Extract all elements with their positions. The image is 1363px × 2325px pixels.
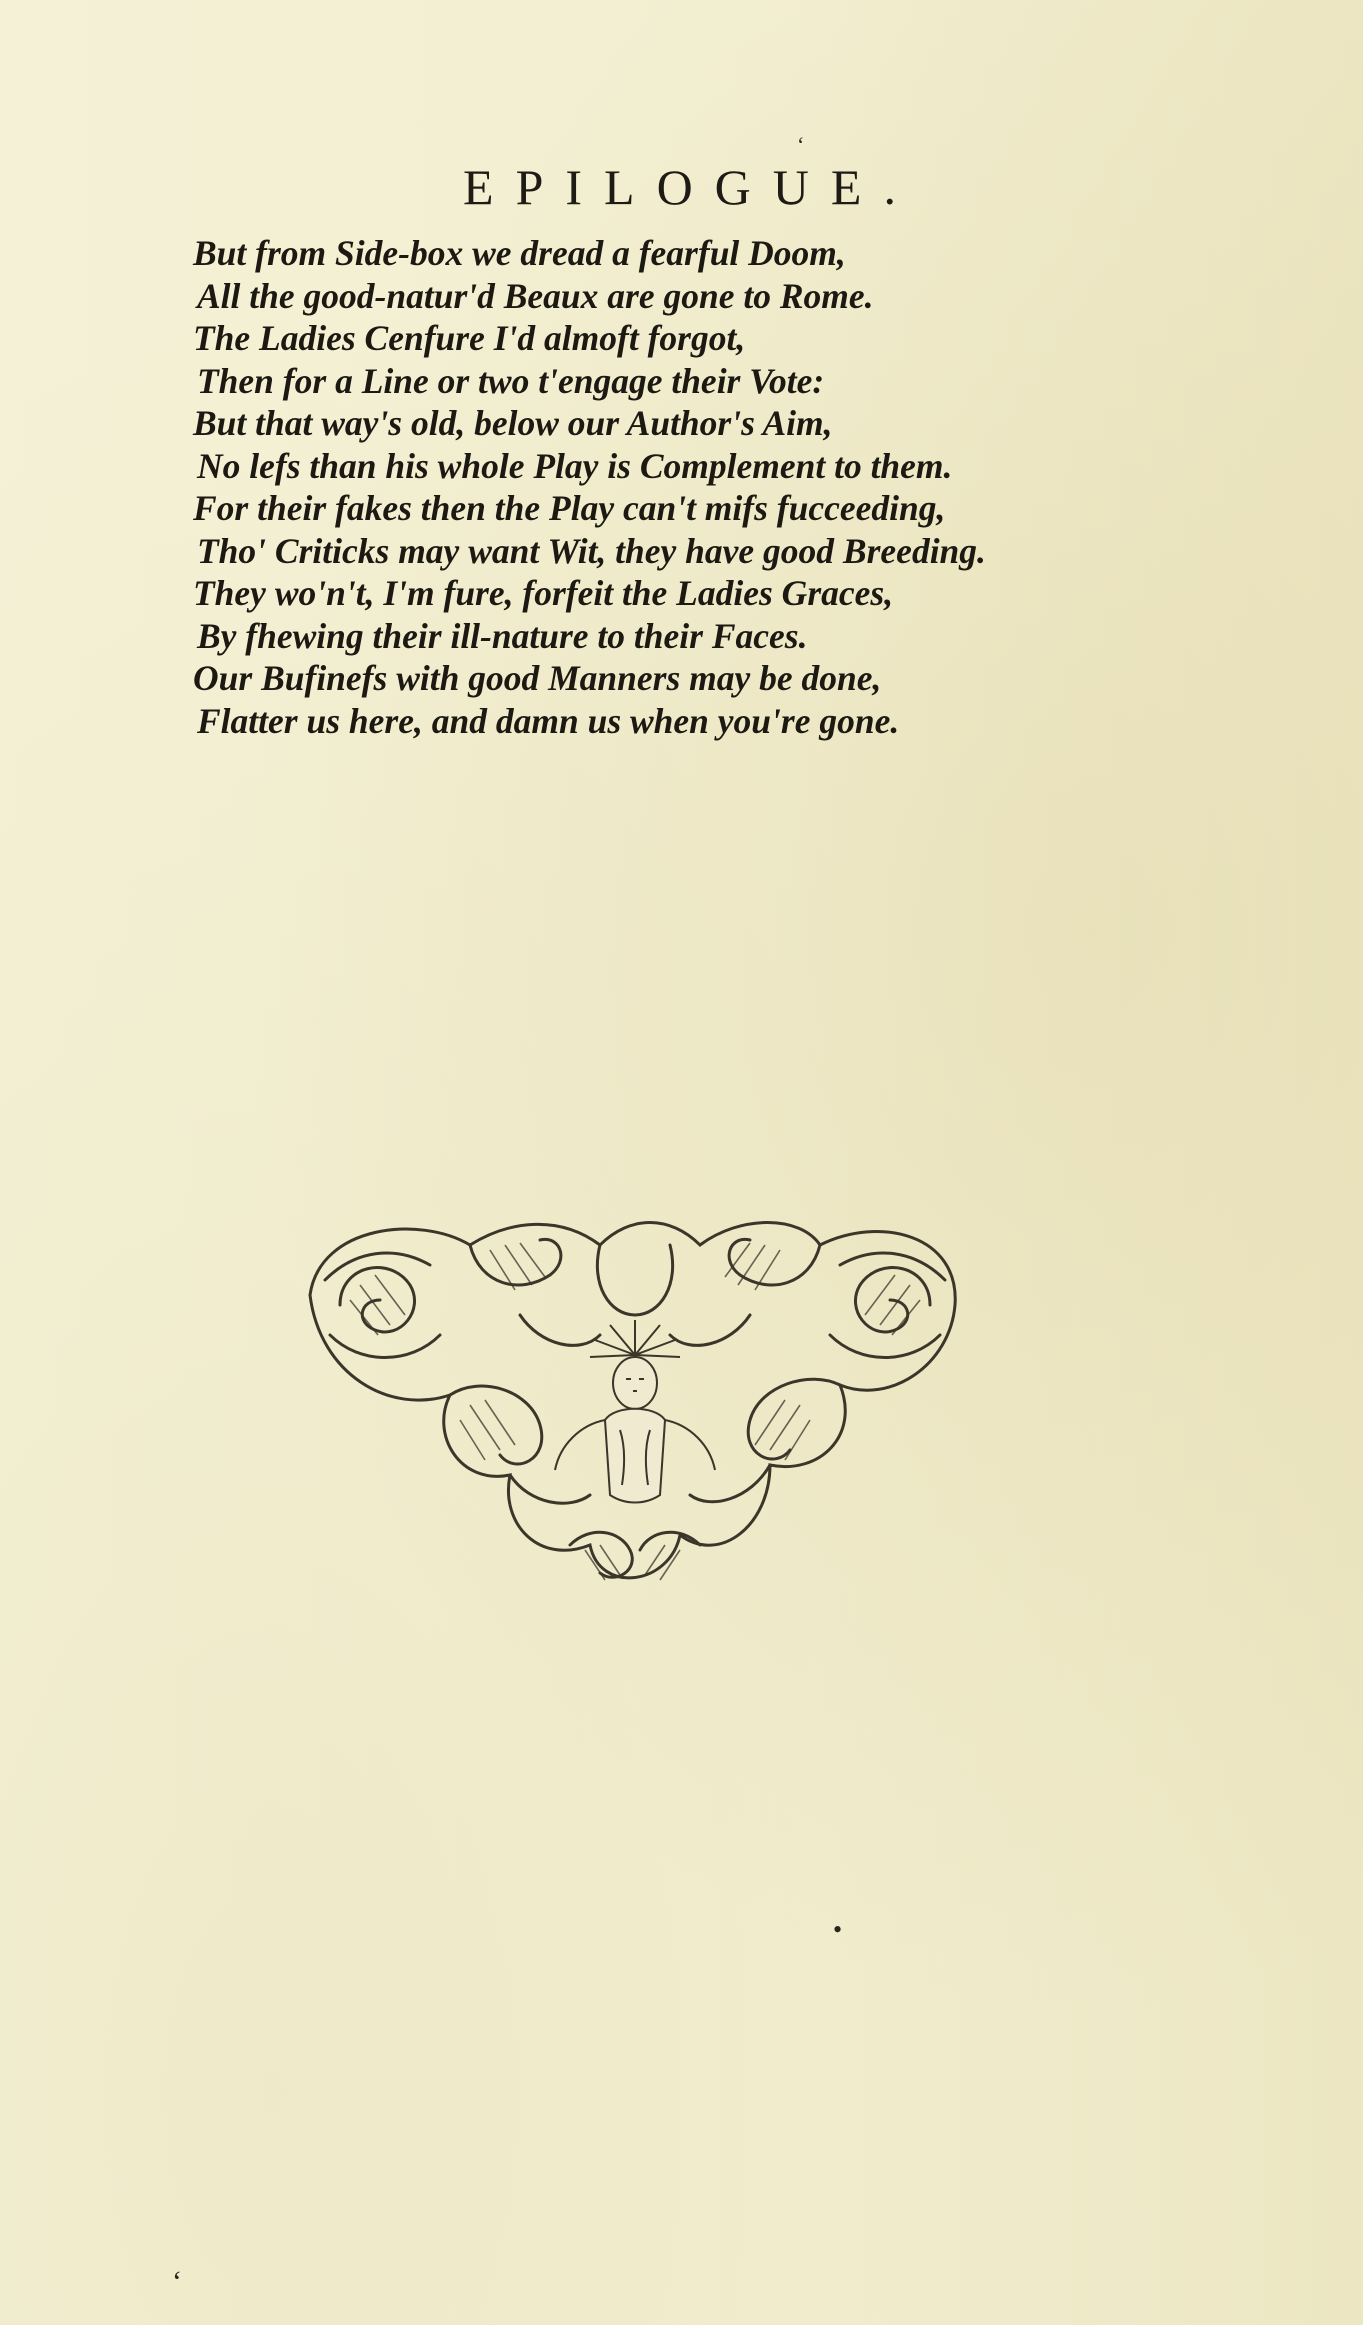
verse-line: Flatter us here, and damn us when you're gone. (197, 700, 900, 741)
verse-line: For their fakes then the Play can't mifs fucceeding, (193, 488, 946, 528)
verse-line: No lefs than his whole Play is Complement to them. (197, 445, 953, 486)
verse-line: They wo'n't, I'm fure, forfeit the Ladies Graces, (193, 573, 894, 613)
verse-line: But from Side-box we dread a fearful Doom, (193, 233, 846, 273)
page-mark: ‘ (797, 132, 805, 157)
verse-line: By fhewing their ill-nature to their Faces. (197, 615, 808, 656)
verse-line: Then for a Line or two t'engage their Vote: (197, 360, 825, 401)
verse-line: Our Bufinefs with good Manners may be done, (193, 658, 882, 698)
verse-line: Tho' Criticks may want Wit, they have good Breeding. (197, 530, 986, 571)
show-through-text (560, 800, 569, 838)
running-head: EPILOGUE. (463, 159, 918, 215)
verse-line: The Ladies Cenfure I'd almoft forgot, (193, 318, 746, 358)
epilogue-verse (193, 232, 1093, 742)
foliage-tailpiece-ornament-icon (300, 1205, 970, 1615)
page-mark: ‘ (172, 2265, 182, 2298)
verse-line: But that way's old, below our Author's Aim, (193, 403, 833, 443)
verse-line: All the good-natur'd Beaux are gone to Rome. (197, 275, 874, 316)
page-mark: • (833, 1915, 843, 1944)
